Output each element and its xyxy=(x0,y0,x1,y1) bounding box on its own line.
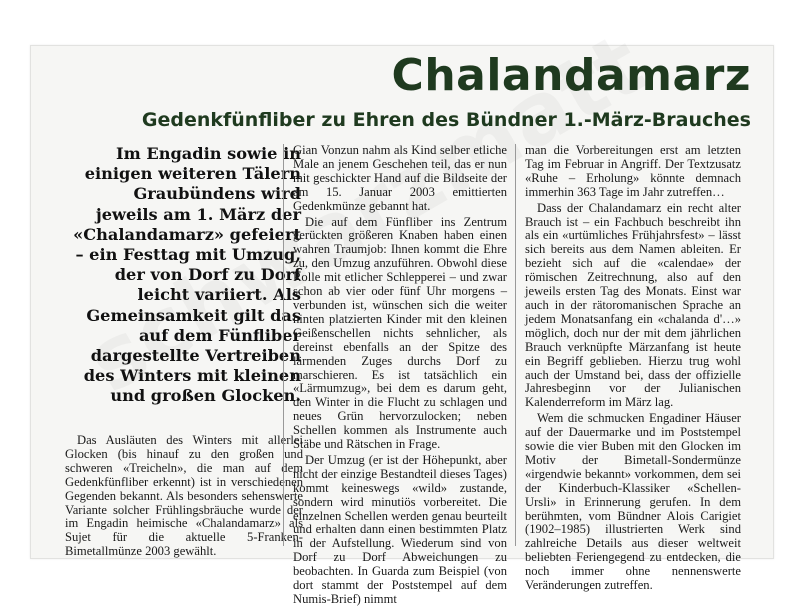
column-2-paragraph-2: Die auf dem Fünfliber ins Zentrum gerückten größeren Knaben haben einen wahren Traumjob: Ihnen kommt die Ehre zu, den Umzug anzuführen. Obwohl diese Rolle mit etlicher Schlepperei – und zwar schon ab vier oder fünf Uhr morgens – verbunden ist, wünschen sich die weiter hinten platzierten Kinder mit den kleinen Geißenschellen nichts sehnlicher, als dereinst ebenfalls an der Spitze des lärmenden Zuges durchs Dorf zu marschieren. Es ist tatsächlich ein «Lärmumzug», bei dem es darum geht, den Winter in die Flucht zu schlagen und neues Grün hervorzulocken; neben Schellen kommen als Instrumente auch Stäbe und Rätschen in Frage. xyxy=(293,214,507,452)
column-3-paragraph-1: man die Vorbereitungen erst am letzten Tag im Februar in Angriff. Der Textzusatz «Ruhe – Erholung» könnte demnach immerhin 363 Tage im Jahr zutreffen… xyxy=(525,143,741,199)
column-3-paragraph-3: Wem die schmucken Engadiner Häuser auf der Dauermarke und im Poststempel sowie die vier Buben mit den Glocken im Motiv der Bimetall-Sondermünze «irgendwie bekannt» vorkommen, dem sei der Kinderbuch-Klassiker «Schellen-Ursli» in Erinnerung gerufen. In dem berühmten, vom Bündner Alois Carigiet (1902–1985) illustrierten Werk sind zahlreiche Details aus dieser weltweit beliebten Feriengegend zu entdecken, die noch immer ohne nennenswerte Veränderungen zutreffen. xyxy=(525,411,741,593)
article-subtitle: Gedenkfünfliber zu Ehren des Bündner 1.-März-Brauches xyxy=(141,109,751,131)
column-divider-1 xyxy=(283,144,284,546)
column-3-paragraph-2: Dass der Chalandamarz ein recht alter Brauch ist – ein Fachbuch beschreibt ihn als ein «urtümliches Frühjahrsfest» – lässt sich bereits aus dem Namen ableiten. Er bezieht sich auf die «calendae» der römischen Zeitrechnung, also auf den jeweils ersten Tag des Monats. Einst war auch in der rätoromanischen Sprache an jedem Monatsanfang ein «chalanda d'…» möglich, doch nur der mit dem jährlichen Brauch verknüpfte Märzanfang ist heute ein Begriff geblieben. Hierzu trug wohl auch der Umstand bei, dass der offizielle Jahresbeginn vor der Julianischen Kalenderreform im März lag. xyxy=(525,200,741,410)
article-page xyxy=(30,45,774,606)
column-2 xyxy=(293,144,507,609)
column-1-paragraph-1: Das Ausläuten des Winters mit allerlei Glocken (bis hinauf zu den großen und schweren «Treicheln», die man auf dem Gedenkfünfliber erkennt) ist in verschiedenen Gegenden bekannt. Als besonders sehenswerte Variante solcher Frühlingsbräuche wurde der im Engadin heimische «Chalandamarz» als Sujet für die aktuelle 5-Franken-Bimetallmünze 2003 gewählt. xyxy=(65,433,303,559)
column-3 xyxy=(525,144,741,595)
column-2-paragraph-1: Gian Vonzun nahm als Kind selber etliche Male an jenem Geschehen teil, das er nun mit geschickter Hand auf die Bildseite der am 15. Januar 2003 emittierten Gedenkmünze gebannt hat. xyxy=(293,143,507,213)
column-1 xyxy=(65,434,303,561)
article-title: Chalandamarz xyxy=(391,50,751,101)
column-2-paragraph-3: Der Umzug (er ist der Höhepunkt, aber nicht der einzige Bestandteil dieses Tages) kommt keineswegs «wild» zustande, sondern wird minutiös vorbereitet. Die einzelnen Schellen werden genau beurteilt und erhalten dann einen bestimmten Platz in der Aufstellung. Wiederum sind von Dorf zu Dorf Abweichungen zu beobachten. In Guarda zum Beispiel (von dort stammt der Poststempel auf dem Numis-Brief) nimmt xyxy=(293,452,507,606)
lead-paragraph: Im Engadin sowie in einigen weiteren Tälern Graubündens wird jeweils am 1. März der «Chalandamarz» gefeiert – ein Festtag mit Umzug, der von Dorf zu Dorf leicht variiert. Als Gemeinsamkeit gilt das auf dem Fünfliber dargestellte Vertreiben des Winters mit kleinen und großen Glocken. xyxy=(73,144,301,406)
column-divider-2 xyxy=(515,144,516,546)
